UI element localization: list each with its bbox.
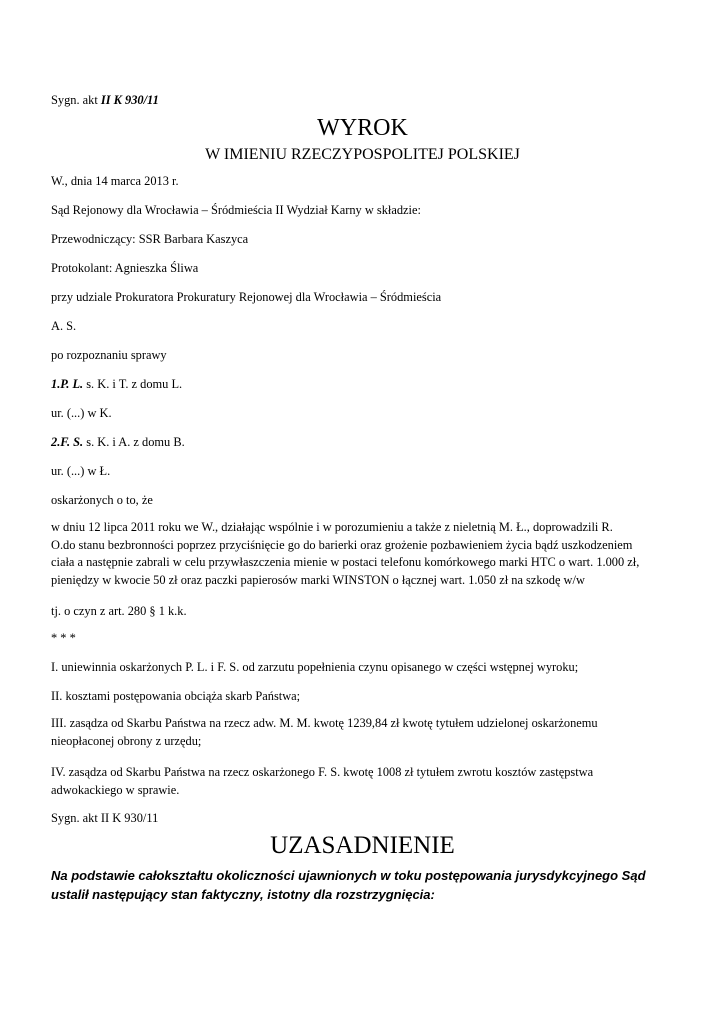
document-title: WYROK <box>317 115 408 141</box>
charge-line: w dniu 12 lipca 2011 roku we W., działając wspólnie i w porozumieniu a także z nieletnią M. Ł., doprowadzili R. <box>51 520 613 534</box>
defendant-1-id: 1.P. L. <box>51 377 84 391</box>
justification-intro-line: ustalił następujący stan faktyczny, istotny dla rozstrzygnięcia: <box>51 887 435 902</box>
document-subtitle: W IMIENIU RZECZYPOSPOLITEJ POLSKIEJ <box>205 146 520 163</box>
case-line: po rozpoznaniu sprawy <box>51 348 167 362</box>
ruling-3 <box>51 715 673 750</box>
defendant-2-birth: ur. (...) w Ł. <box>51 464 111 478</box>
clerk-line: Protokolant: Agnieszka Śliwa <box>51 261 199 275</box>
defendant-2-id: 2.F. S. <box>51 435 84 449</box>
defendant-1-birth: ur. (...) w K. <box>51 406 112 420</box>
ruling-3-line: nieopłaconej obrony z urzędu; <box>51 733 202 748</box>
chair-line: Przewodniczący: SSR Barbara Kaszyca <box>51 232 249 246</box>
ruling-3-line: III. zasądza od Skarbu Państwa na rzecz adw. M. M. kwotę 1239,84 zł kwotę tytułem udzielonej oskarżonemu <box>51 716 598 730</box>
charge-line: ciała a następnie zabrali w celu przywłaszczenia mienie w postaci telefonu komórkowego marki HTC o wart. 1.000 zł, <box>51 555 640 569</box>
signature-number: II K 930/11 <box>100 93 159 107</box>
prosecutor-name: A. S. <box>51 319 77 333</box>
charge-line: O.do stanu bezbronności poprzez przyciśnięcie go do barierki oraz grożenie pozbawieniem życia bądź uszkodzeniem <box>51 537 633 552</box>
legal-basis: tj. o czyn z art. 280 § 1 k.k. <box>51 604 187 618</box>
charge-description <box>51 519 673 589</box>
justification-signature: Sygn. akt II K 930/11 <box>51 811 159 825</box>
case-signature <box>51 92 159 109</box>
court-line: Sąd Rejonowy dla Wrocławia – Śródmieścia II Wydział Karny w składzie: <box>51 203 421 217</box>
charge-line: pieniędzy w kwocie 50 zł oraz paczki papierosów marki WINSTON o łącznej wart. 1.050 zł na szkodę w/w <box>51 572 585 587</box>
justification-intro <box>51 866 673 904</box>
ruling-2: II. kosztami postępowania obciąża skarb Państwa; <box>51 689 301 703</box>
section-separator: * * * <box>51 631 76 645</box>
justification-intro-line: Na podstawie całokształtu okoliczności ujawnionych w toku postępowania jurysdykcyjnego Sąd <box>51 868 646 883</box>
prosecutor-line: przy udziale Prokuratora Prokuratury Rejonowej dla Wrocławia – Śródmieścia <box>51 290 442 304</box>
signature-label: Sygn. akt <box>51 93 98 107</box>
defendant-2 <box>51 434 185 451</box>
ruling-4 <box>51 764 673 799</box>
date-line: W., dnia 14 marca 2013 r. <box>51 174 179 188</box>
defendant-2-parents: s. K. i A. z domu B. <box>86 435 185 449</box>
justification-title: UZASADNIENIE <box>270 832 455 859</box>
defendant-1-parents: s. K. i T. z domu L. <box>86 377 183 391</box>
ruling-4-line: adwokackiego w sprawie. <box>51 782 180 797</box>
ruling-4-line: IV. zasądza od Skarbu Państwa na rzecz oskarżonego F. S. kwotę 1008 zł tytułem zwrotu kosztów zastępstwa <box>51 765 594 779</box>
ruling-1: I. uniewinnia oskarżonych P. L. i F. S. od zarzutu popełnienia czynu opisanego w części wstępnej wyroku; <box>51 660 579 674</box>
defendant-1 <box>51 376 182 393</box>
charge-intro: oskarżonych o to, że <box>51 493 153 507</box>
